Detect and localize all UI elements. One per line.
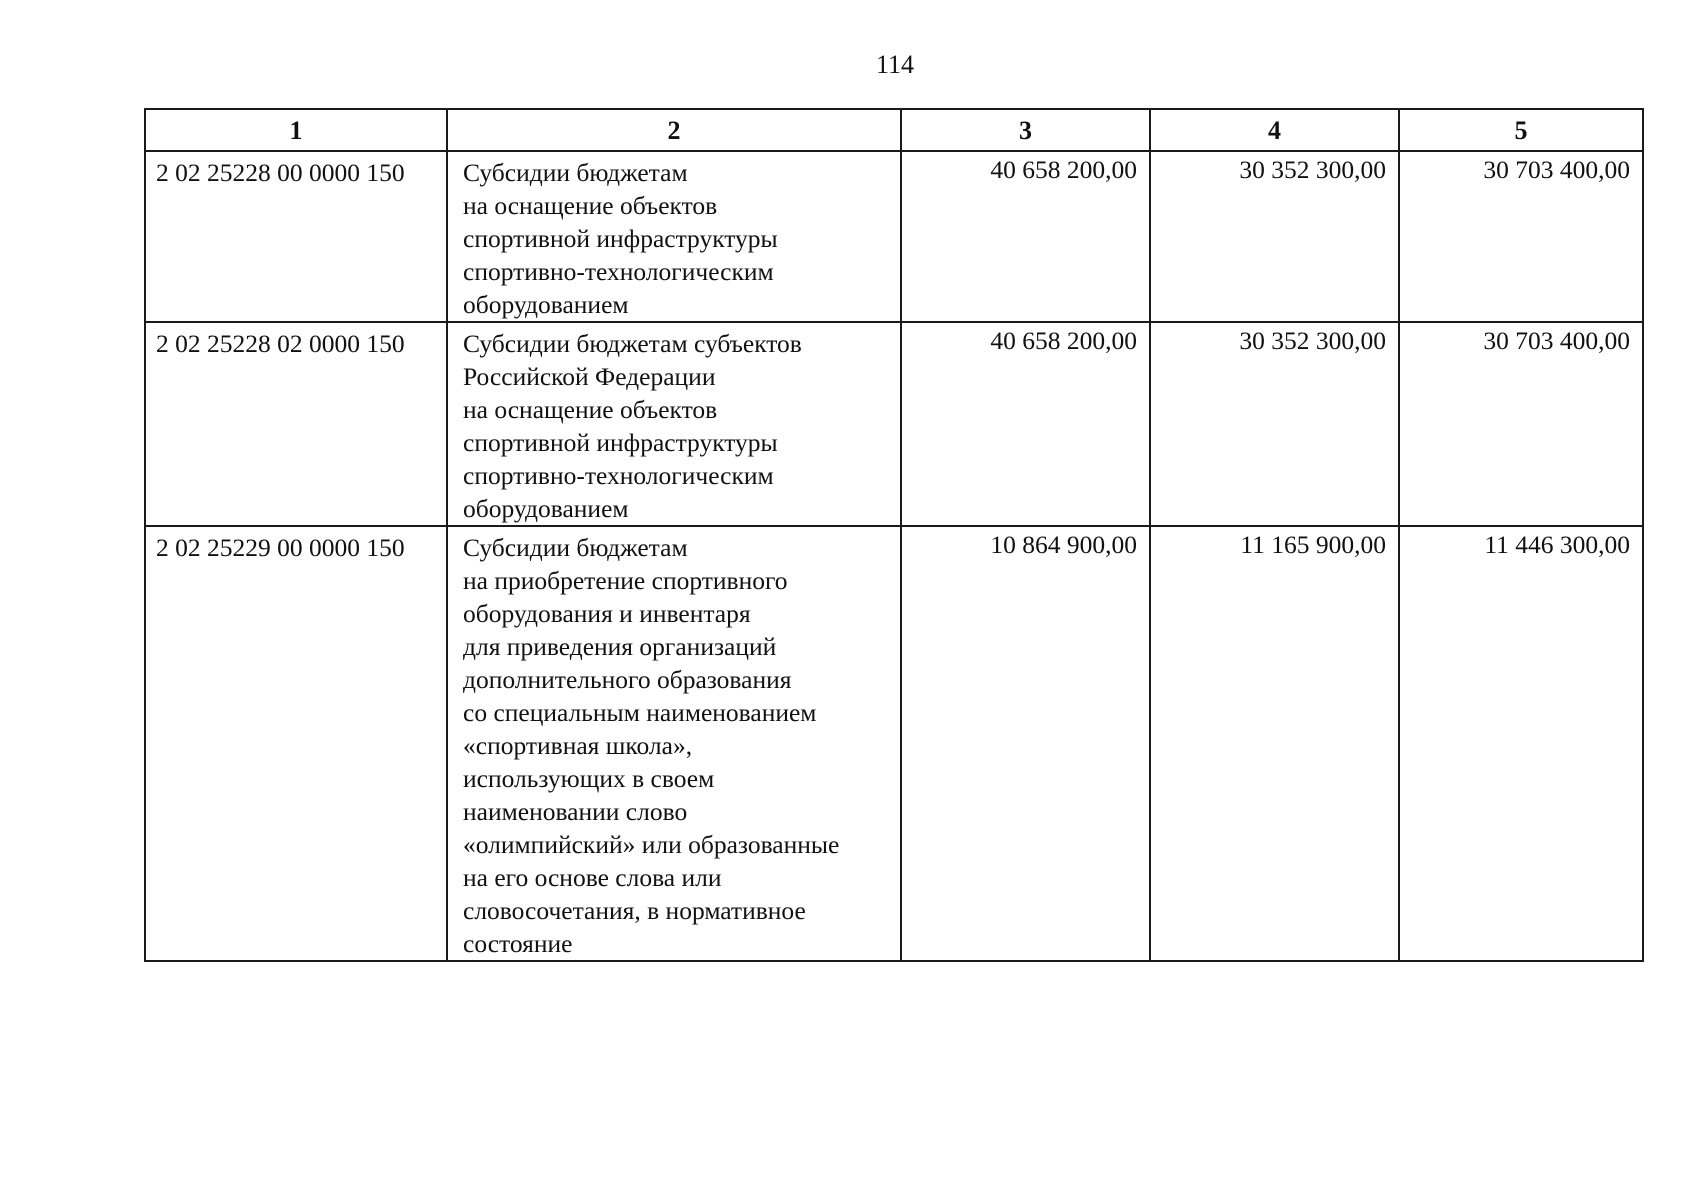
- budget-code: 2 02 25229 00 0000 150: [145, 526, 447, 961]
- subsidy-name-line: «спортивная школа»,: [463, 731, 693, 760]
- subsidy-name: [447, 526, 901, 961]
- header-col-4: 4: [1150, 109, 1399, 151]
- header-row: [145, 109, 1643, 151]
- subsidy-name-line: на приобретение спортивного: [463, 566, 788, 595]
- subsidy-name-line: на его основе слова или: [463, 863, 722, 892]
- amount-col-3: 40 658 200,00: [901, 322, 1150, 526]
- subsidy-name-line: наименовании слово: [463, 797, 688, 826]
- budget-code: 2 02 25228 02 0000 150: [145, 322, 447, 526]
- amount-col-3: 10 864 900,00: [901, 526, 1150, 961]
- subsidy-name-line: для приведения организаций: [463, 632, 777, 661]
- subsidy-name-line: Субсидии бюджетам: [463, 533, 688, 562]
- table-row: [145, 322, 1643, 526]
- header-col-1: 1: [145, 109, 447, 151]
- amount-col-5: 11 446 300,00: [1399, 526, 1643, 961]
- subsidy-name-line: дополнительного образования: [463, 665, 792, 694]
- subsidy-name-line: словосочетания, в нормативное: [463, 896, 806, 925]
- subsidy-name-line: на оснащение объектов: [463, 191, 718, 220]
- table-row: [145, 526, 1643, 961]
- subsidy-name-line: со специальным наименованием: [463, 698, 817, 727]
- header-col-5: 5: [1399, 109, 1643, 151]
- subsidy-name-line: оборудованием: [463, 290, 629, 319]
- subsidy-name-line: на оснащение объектов: [463, 395, 718, 424]
- subsidy-name-line: Субсидии бюджетам: [463, 158, 688, 187]
- subsidy-name-line: оборудования и инвентаря: [463, 599, 751, 628]
- subsidy-name-line: спортивной инфраструктуры: [463, 428, 778, 457]
- page-number: 114: [875, 50, 915, 79]
- subsidy-name-line: оборудованием: [463, 494, 629, 523]
- table-body: [145, 151, 1643, 961]
- amount-col-4: 30 352 300,00: [1150, 151, 1399, 322]
- subsidy-name: [447, 151, 901, 322]
- subsidy-name-line: спортивно-технологическим: [463, 461, 774, 490]
- subsidy-name: [447, 322, 901, 526]
- table-header: [145, 109, 1643, 151]
- amount-col-5: 30 703 400,00: [1399, 151, 1643, 322]
- header-col-2: 2: [447, 109, 901, 151]
- subsidy-name-line: состояние: [463, 929, 573, 958]
- amount-col-5: 30 703 400,00: [1399, 322, 1643, 526]
- budget-table: [144, 108, 1644, 962]
- subsidy-name-line: Российской Федерации: [463, 362, 716, 391]
- subsidy-name-line: «олимпийский» или образованные: [463, 830, 840, 859]
- amount-col-4: 30 352 300,00: [1150, 322, 1399, 526]
- subsidy-name-line: спортивной инфраструктуры: [463, 224, 778, 253]
- budget-code: 2 02 25228 00 0000 150: [145, 151, 447, 322]
- header-col-3: 3: [901, 109, 1150, 151]
- amount-col-3: 40 658 200,00: [901, 151, 1150, 322]
- table-row: [145, 151, 1643, 322]
- subsidy-name-line: использующих в своем: [463, 764, 715, 793]
- amount-col-4: 11 165 900,00: [1150, 526, 1399, 961]
- subsidy-name-line: Субсидии бюджетам субъектов: [463, 329, 802, 358]
- subsidy-name-line: спортивно-технологическим: [463, 257, 774, 286]
